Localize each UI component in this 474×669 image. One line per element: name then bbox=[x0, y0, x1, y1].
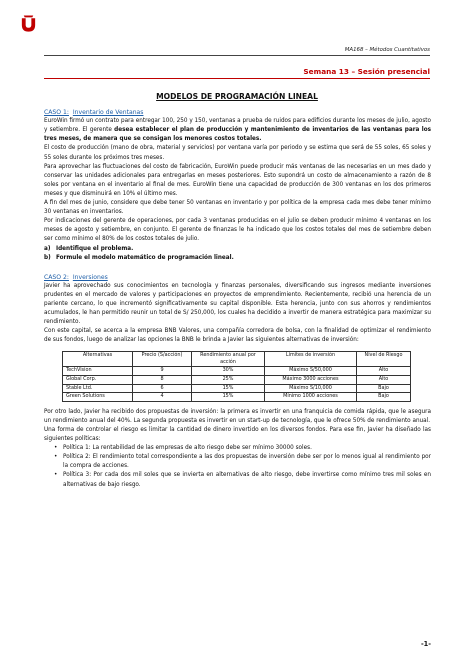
table-header: Nivel de Riesgo bbox=[357, 351, 411, 367]
table-row bbox=[63, 375, 411, 384]
case1-heading bbox=[44, 108, 431, 117]
table-cell: 9 bbox=[133, 367, 192, 376]
case2-paragraph: Una forma de controlar el riesgo es limitar la cantidad de dinero invertido en los diversos fondos. Para ese fin, Javier ha diseñado las siguientes políticas: bbox=[44, 426, 431, 443]
table-row bbox=[63, 393, 411, 402]
table-cell: 6 bbox=[133, 384, 192, 393]
case1-p1-bold: desea establecer el plan de producción y mantenimiento de inventarios de las ventanas para los tres meses, de manera que se consigan los menores costos totales. bbox=[44, 127, 432, 143]
table-cell: TechVision bbox=[63, 367, 133, 376]
table-row bbox=[63, 367, 411, 376]
table-cell: Máximo S/50,000 bbox=[265, 367, 357, 376]
page-number: -1- bbox=[420, 640, 431, 648]
policy-text: : Por cada dos mil soles que se invierta en alternativas de alto riesgo, debe invertirse como mínimo tres mil soles en alternativas de bajo riesgo. bbox=[63, 472, 431, 488]
course-name: MA168 – Métodos Cuantitativos bbox=[344, 47, 430, 53]
table-cell: Alto bbox=[357, 367, 411, 376]
session-label: Semana 13 – Sesión presencial bbox=[303, 67, 430, 76]
question-item bbox=[44, 254, 431, 263]
table-cell: Mínimo 1000 acciones bbox=[265, 393, 357, 402]
case2-paragraph: Javier ha aprovechado sus conocimientos en tecnología y finanzas personales, diversificando sus ingresos mediante inversiones prudentes en el mercado de valores y participaciones en proyectos de emprendimiento. Recientemente, recibió una herencia de un pariente cercano, lo que incrementó significativamente su capital disponible. Esta herencia, junto con sus ahorros y rendimientos acumulados, le han permitido reunir un total de S/ 250,000, los cuales ha decidido a invertir de manera estratégica para maximizar su rendimiento. bbox=[44, 282, 431, 326]
policy-text: : La rentabilidad de las empresas de alto riesgo debe ser mínimo 30000 soles. bbox=[88, 445, 312, 452]
question-item bbox=[44, 245, 431, 254]
table-header: Alternativas bbox=[63, 351, 133, 367]
table-cell: 30% bbox=[192, 367, 265, 376]
case2-name: Inversiones bbox=[72, 273, 108, 281]
policy-list bbox=[44, 444, 431, 489]
question-text: Identifique el problema. bbox=[56, 245, 134, 252]
table-cell: 4 bbox=[133, 393, 192, 402]
policy-text: : El rendimiento total correspondiente a las dos propuestas de inversión debe ser por lo menos igual al rendimiento por la compra de acciones. bbox=[63, 454, 431, 470]
table-cell: Green Solutions bbox=[63, 393, 133, 402]
table-cell: 8 bbox=[133, 375, 192, 384]
policy-label: Política 2 bbox=[63, 454, 89, 461]
table-header: Precio (S/acción) bbox=[133, 351, 192, 367]
case1-paragraph bbox=[44, 117, 431, 144]
table-cell: Alto bbox=[357, 375, 411, 384]
table-header: Rendimiento anual por acción bbox=[192, 351, 265, 367]
policy-item bbox=[54, 453, 431, 471]
investment-table bbox=[62, 351, 411, 402]
table-cell: 15% bbox=[192, 384, 265, 393]
spacer bbox=[44, 263, 431, 273]
policy-label: Política 1 bbox=[63, 445, 89, 452]
document-body bbox=[44, 108, 431, 490]
table-cell: Bajo bbox=[357, 384, 411, 393]
case1-paragraph: A fin del mes de junio, considere que debe tener 50 ventanas en inventario y por política de la empresa cada mes debe tener mínimo 30 ventanas en inventarios. bbox=[44, 200, 431, 216]
table-row bbox=[63, 384, 411, 393]
document-title: MODELOS DE PROGRAMACIÓN LINEAL bbox=[156, 92, 318, 101]
table-cell: 25% bbox=[192, 375, 265, 384]
case2-paragraph: Por otro lado, Javier ha recibido dos propuestas de inversión: la primera es invertir en una franquicia de comida rápida, que le asegura un rendimiento anual del 40%. La segunda propuesta es invertir en un start-up de tecnología, que le ofrece 50% de rendimiento anual. bbox=[44, 408, 431, 424]
table-cell: Máximo 3000 acciones bbox=[265, 375, 357, 384]
table-cell: Stable Ltd. bbox=[63, 384, 133, 393]
question-letter: a) bbox=[44, 245, 51, 252]
case1-paragraph: Para aprovechar las fluctuaciones del costo de fabricación, EuroWin puede producir más ventanas de las necesarias en un mes dado y conservar las unidades adicionales para entregarlas en meses posteriores. Esto supondrá un costo de almacenamiento a razón de 8 soles por ventana en el inventario al final de mes. EuroWin tiene una capacidad de producción de 300 ventanas en los dos primeros meses y que disminuirá en 10% el último mes. bbox=[44, 163, 431, 197]
case1-name: Inventario de Ventanas bbox=[72, 109, 144, 116]
case2-heading bbox=[44, 273, 431, 282]
session-header bbox=[44, 67, 430, 79]
header-divider bbox=[44, 55, 430, 56]
policy-item bbox=[54, 471, 431, 489]
policy-item bbox=[54, 444, 431, 453]
case1-label: CASO 1: bbox=[44, 109, 69, 116]
table-cell: Máximo S/10,000 bbox=[265, 384, 357, 393]
case1-paragraph: El costo de producción (mano de obra, material y servicios) por ventana varía por periodo y se estima que será de 55 soles, 65 soles y 55 soles durante los próximos tres meses. bbox=[44, 145, 431, 161]
case2-paragraph: Con este capital, se acerca a la empresa BNB Valores, una compañía corredora de bolsa, con la finalidad de optimizar el rendimiento de sus fondos, luego de analizar las opciones la BNB le brinda a Javier las siguientes alternativas de inversión: bbox=[44, 328, 431, 344]
case1-p1-text: EuroWin firmó un contrato para entregar 100, 250 y 150, ventanas a prueba de ruidos para edificios durante los meses de julio, agosto y setiembre. El gerente bbox=[44, 118, 431, 134]
table-cell: Bajo bbox=[357, 393, 411, 402]
question-text: Formule el modelo matemático de programación lineal. bbox=[56, 254, 234, 261]
table-cell: 15% bbox=[192, 393, 265, 402]
case2-label: CASO 2: bbox=[44, 273, 69, 281]
university-logo bbox=[19, 14, 38, 34]
policy-label: Política 3 bbox=[63, 472, 90, 479]
case1-paragraph: Por indicaciones del gerente de operaciones, por cada 3 ventanas producidas en el julio se deben producir mínimo 4 ventanas en los meses de agosto y setiembre, en conjunto. El gerente de finanzas le ha indicado que los costos totales del mes de setiembre deben ser como mínimo el 80% de los costos totales de julio. bbox=[44, 218, 431, 243]
question-letter: b) bbox=[44, 254, 51, 261]
table-cell: Global Corp. bbox=[63, 375, 133, 384]
table-header: Límites de inversión bbox=[265, 351, 357, 367]
table-header-row bbox=[63, 351, 411, 367]
